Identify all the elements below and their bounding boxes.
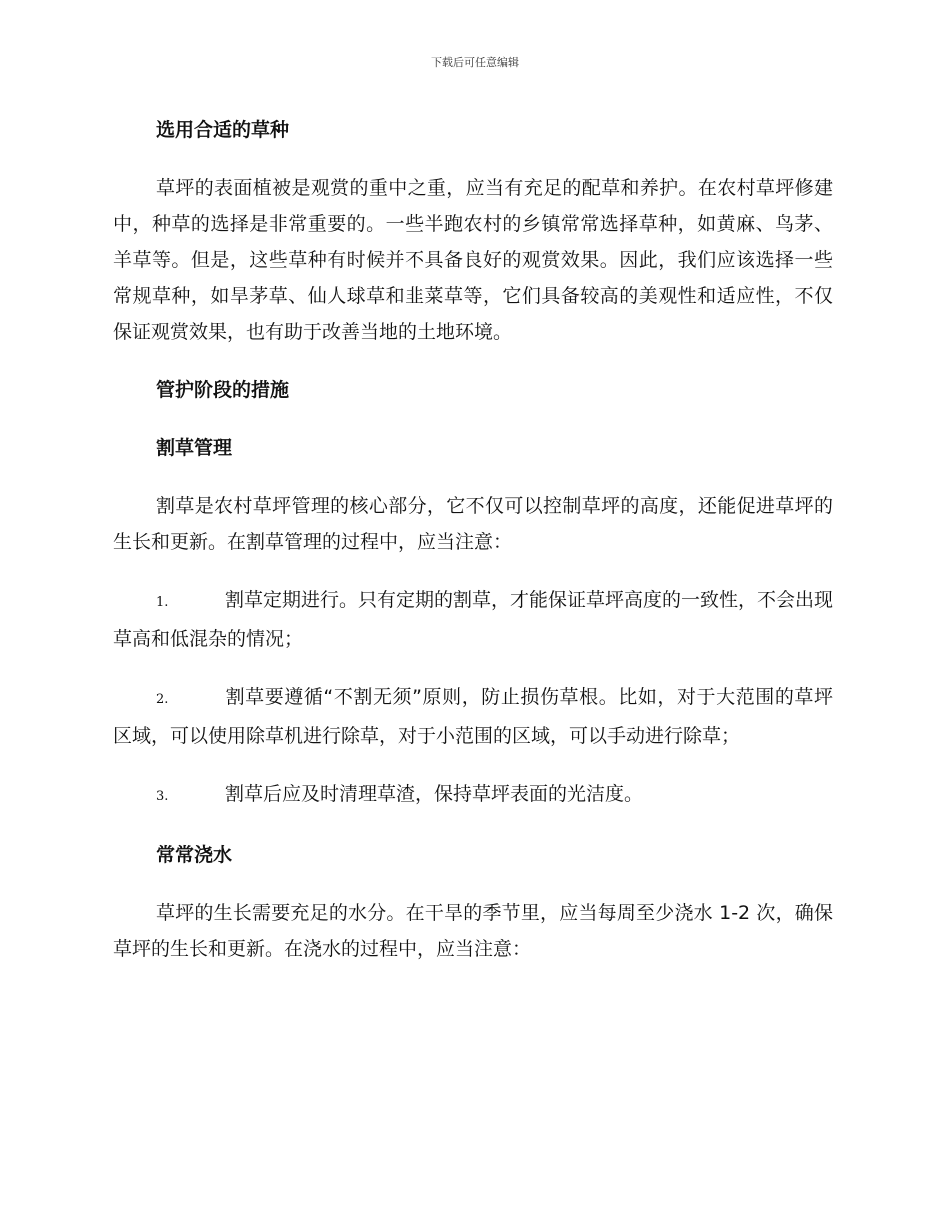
- section-heading-mowing: 割草管理: [156, 437, 233, 459]
- list-item-text: 割草后应及时清理草渣，保持草坪表面的光洁度。: [225, 783, 644, 805]
- list-item-text: 割草定期进行。只有定期的割草，才能保证草坪高度的一致性，不会出现草高和低混杂的情况；: [113, 589, 834, 650]
- paragraph-grass-selection: 草坪的表面植被是观赏的重中之重，应当有充足的配草和养护。在农村草坪修建中，种草的选择是非常重要的。一些半跑农村的乡镇常常选择草种，如黄麻、鸟茅、羊草等。但是，这些草种有时候并不具备良好的观赏效果。因此，我们应该选择一些常规草种，如旱茅草、仙人球草和韭菜草等，它们具备较高的美观性和适应性，不仅保证观赏效果，也有助于改善当地的土地环境。: [113, 177, 833, 343]
- paragraph-watering: 草坪的生长需要充足的水分。在干旱的季节里，应当每周至少浇水 1-2 次，确保草坪的生长和更新。在浇水的过程中，应当注意：: [113, 902, 833, 960]
- section-heading-watering: 常常浇水: [156, 844, 233, 866]
- list-item: [113, 582, 833, 657]
- section-heading-grass-selection: 选用合适的草种: [156, 119, 290, 141]
- document-body: [113, 112, 833, 967]
- list-item-text: 割草要遵循“不割无须”原则，防止损伤草根。比如，对于大范围的草坪区域，可以使用除草机进行除草，对于小范围的区域，可以手动进行除草；: [113, 686, 833, 747]
- list-number: 1.: [156, 595, 169, 610]
- section-heading-maintenance: 管护阶段的措施: [156, 379, 290, 401]
- list-number: 2.: [156, 692, 169, 707]
- list-item: [113, 776, 833, 815]
- paragraph-mowing: 割草是农村草坪管理的核心部分，它不仅可以控制草坪的高度，还能促进草坪的生长和更新。在割草管理的过程中，应当注意：: [113, 495, 833, 553]
- header-note: 下载后可任意编辑: [431, 56, 519, 69]
- list-number: 3.: [156, 789, 169, 804]
- list-item: [113, 679, 833, 754]
